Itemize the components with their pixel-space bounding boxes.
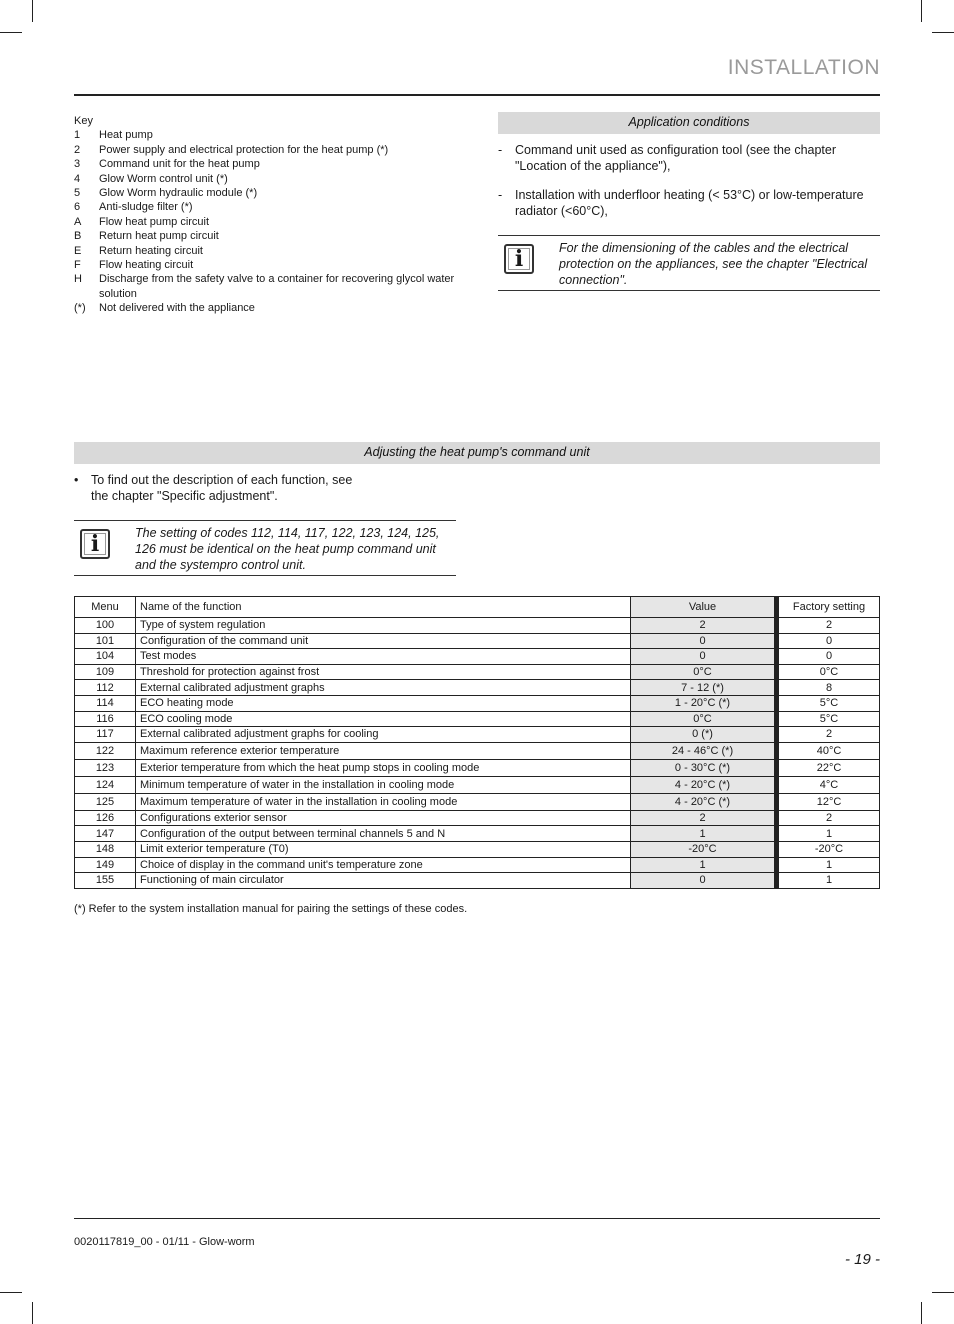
table-row (75, 727, 880, 743)
key-text: Discharge from the safety valve to a container for recovering glycol water solution (99, 273, 455, 300)
key-text: Glow Worm hydraulic module (*) (99, 187, 258, 200)
adjusting-heading: Adjusting the heat pump's command unit (74, 442, 880, 464)
key-symbol: A (74, 215, 82, 228)
cell-function-name: ECO cooling mode (136, 711, 631, 727)
key-text: Heat pump (99, 129, 153, 142)
cell-menu: 112 (75, 680, 136, 696)
settings-table (74, 596, 880, 889)
key-text: Return heat pump circuit (99, 230, 219, 243)
table-row (75, 857, 880, 873)
cell-menu: 114 (75, 695, 136, 711)
cell-menu: 147 (75, 826, 136, 842)
crop-mark (0, 1292, 22, 1293)
cell-function-name: Type of system regulation (136, 618, 631, 634)
key-item (74, 272, 464, 301)
cell-function-name: External calibrated adjustment graphs for cooling (136, 727, 631, 743)
info-note-codes (74, 520, 456, 576)
cell-value: -20°C (631, 841, 777, 857)
column-header-name: Name of the function (136, 597, 631, 618)
column-header-factory: Factory setting (777, 597, 880, 618)
table-row (75, 695, 880, 711)
list-item-text: Installation with underfloor heating (< 53°C) or low-temperature radiator (<60°C), (515, 188, 864, 218)
table-row (75, 633, 880, 649)
key-symbol: F (74, 259, 81, 272)
key-text: Flow heating circuit (99, 259, 194, 272)
cell-factory-setting: 22°C (777, 759, 880, 776)
cell-factory-setting: 1 (777, 873, 880, 889)
cell-function-name: Limit exterior temperature (T0) (136, 841, 631, 857)
key-item (74, 200, 464, 214)
cell-value: 1 - 20°C (*) (631, 695, 777, 711)
key-item (74, 186, 464, 200)
table-row (75, 776, 880, 793)
cell-menu: 116 (75, 711, 136, 727)
key-text: Power supply and electrical protection for the heat pump (*) (99, 143, 389, 156)
cell-value: 0 - 30°C (*) (631, 759, 777, 776)
cell-function-name: Configurations exterior sensor (136, 810, 631, 826)
cell-value: 1 (631, 826, 777, 842)
application-conditions-heading: Application conditions (498, 112, 880, 134)
cell-factory-setting: 5°C (777, 711, 880, 727)
header-divider (74, 94, 880, 96)
cell-value: 4 - 20°C (*) (631, 793, 777, 810)
key-item (74, 143, 464, 157)
cell-menu: 117 (75, 727, 136, 743)
cell-value: 2 (631, 810, 777, 826)
key-symbol: H (74, 273, 82, 286)
cell-value: 7 - 12 (*) (631, 680, 777, 696)
page-section-title: INSTALLATION (727, 56, 880, 79)
info-icon: i (80, 529, 110, 559)
column-header-menu: Menu (75, 597, 136, 618)
crop-mark (32, 1302, 33, 1324)
cell-menu: 100 (75, 618, 136, 634)
key-symbol: 6 (74, 201, 81, 214)
cell-value: 0°C (631, 711, 777, 727)
cell-factory-setting: -20°C (777, 841, 880, 857)
list-item-text: To find out the description of each function, see the chapter "Specific adjustment". (91, 473, 353, 503)
cell-function-name: Functioning of main circulator (136, 873, 631, 889)
cell-value: 0°C (631, 664, 777, 680)
cell-factory-setting: 0 (777, 649, 880, 665)
info-note-text: The setting of codes 112, 114, 117, 122, 123, 124, 125, 126 must be identical on the heat pump command unit and the systempro control unit. (135, 526, 440, 572)
cell-value: 4 - 20°C (*) (631, 776, 777, 793)
cell-menu: 125 (75, 793, 136, 810)
key-text: Not delivered with the appliance (99, 302, 255, 315)
cell-function-name: External calibrated adjustment graphs (136, 680, 631, 696)
table-row (75, 664, 880, 680)
cell-menu: 101 (75, 633, 136, 649)
cell-factory-setting: 1 (777, 826, 880, 842)
key-symbol: (*) (74, 302, 86, 315)
key-symbol: 1 (74, 129, 81, 142)
key-symbol: E (74, 244, 82, 257)
cell-value: 0 (631, 649, 777, 665)
crop-mark (921, 0, 922, 22)
cell-function-name: Test modes (136, 649, 631, 665)
table-row (75, 793, 880, 810)
key-item (74, 244, 464, 258)
key-symbol: 2 (74, 143, 81, 156)
key-item (74, 301, 464, 315)
column-header-value: Value (631, 597, 777, 618)
cell-menu: 109 (75, 664, 136, 680)
cell-function-name: Configuration of the command unit (136, 633, 631, 649)
key-text: Command unit for the heat pump (99, 158, 260, 171)
list-item: - Installation with underfloor heating (< 53°C) or low-temperature radiator (<60°C), (498, 187, 878, 219)
table-row (75, 711, 880, 727)
key-text: Return heating circuit (99, 244, 203, 257)
key-item (74, 215, 464, 229)
cell-value: 0 (*) (631, 727, 777, 743)
table-row (75, 810, 880, 826)
key-text: Anti-sludge filter (*) (99, 201, 193, 214)
cell-menu: 122 (75, 742, 136, 759)
cell-factory-setting: 40°C (777, 742, 880, 759)
table-row (75, 873, 880, 889)
cell-function-name: Minimum temperature of water in the installation in cooling mode (136, 776, 631, 793)
footer-divider (74, 1218, 880, 1219)
cell-menu: 104 (75, 649, 136, 665)
cell-menu: 123 (75, 759, 136, 776)
crop-mark (932, 1292, 954, 1293)
key-text: Flow heat pump circuit (99, 215, 210, 228)
table-row (75, 680, 880, 696)
key-legend (74, 114, 464, 316)
crop-mark (32, 0, 33, 22)
crop-mark (921, 1302, 922, 1324)
key-item (74, 157, 464, 171)
list-item-text: Command unit used as configuration tool (see the chapter "Location of the appliance"), (515, 143, 837, 173)
cell-factory-setting: 4°C (777, 776, 880, 793)
key-title: Key (74, 115, 93, 127)
list-item: - Command unit used as configuration tool (see the chapter "Location of the appliance"), (498, 142, 878, 174)
table-row (75, 841, 880, 857)
cell-value: 0 (631, 633, 777, 649)
cell-menu: 149 (75, 857, 136, 873)
key-symbol: 3 (74, 158, 81, 171)
cell-factory-setting: 12°C (777, 793, 880, 810)
cell-menu: 155 (75, 873, 136, 889)
page-number: - 19 - (844, 1251, 880, 1268)
crop-mark (0, 32, 22, 33)
table-row (75, 826, 880, 842)
cell-factory-setting: 2 (777, 618, 880, 634)
cell-factory-setting: 0°C (777, 664, 880, 680)
cell-factory-setting: 1 (777, 857, 880, 873)
cell-function-name: Threshold for protection against frost (136, 664, 631, 680)
cell-function-name: Maximum temperature of water in the installation in cooling mode (136, 793, 631, 810)
table-row (75, 649, 880, 665)
cell-function-name: Choice of display in the command unit's temperature zone (136, 857, 631, 873)
document-reference: 0020117819_00 - 01/11 - Glow-worm (74, 1236, 255, 1248)
table-row (75, 742, 880, 759)
key-symbol: 5 (74, 187, 81, 200)
key-item (74, 128, 464, 142)
key-item (74, 229, 464, 243)
table-header-row (75, 597, 880, 618)
table-row (75, 618, 880, 634)
cell-function-name: Maximum reference exterior temperature (136, 742, 631, 759)
key-symbol: 4 (74, 172, 81, 185)
application-conditions-list (498, 142, 878, 232)
list-item: • To find out the description of each function, see the chapter "Specific adjustment". (74, 472, 361, 504)
info-note-text: For the dimensioning of the cables and the electrical protection on the appliances, see the chapter "Electrical connection". (559, 241, 868, 287)
crop-mark (932, 32, 954, 33)
cell-factory-setting: 0 (777, 633, 880, 649)
cell-menu: 148 (75, 841, 136, 857)
key-text: Glow Worm control unit (*) (99, 172, 228, 185)
cell-function-name: Exterior temperature from which the heat pump stops in cooling mode (136, 759, 631, 776)
table-footnote: (*) Refer to the system installation manual for pairing the settings of these codes. (74, 903, 468, 915)
cell-value: 0 (631, 873, 777, 889)
cell-menu: 126 (75, 810, 136, 826)
info-note-electrical (498, 235, 880, 291)
cell-function-name: ECO heating mode (136, 695, 631, 711)
cell-factory-setting: 5°C (777, 695, 880, 711)
cell-value: 1 (631, 857, 777, 873)
key-symbol: B (74, 230, 82, 243)
cell-factory-setting: 2 (777, 727, 880, 743)
cell-menu: 124 (75, 776, 136, 793)
cell-factory-setting: 2 (777, 810, 880, 826)
cell-value: 2 (631, 618, 777, 634)
cell-factory-setting: 8 (777, 680, 880, 696)
cell-value: 24 - 46°C (*) (631, 742, 777, 759)
key-item (74, 172, 464, 186)
key-item (74, 258, 464, 272)
table-row (75, 759, 880, 776)
cell-function-name: Configuration of the output between terminal channels 5 and N (136, 826, 631, 842)
info-icon: i (504, 244, 534, 274)
